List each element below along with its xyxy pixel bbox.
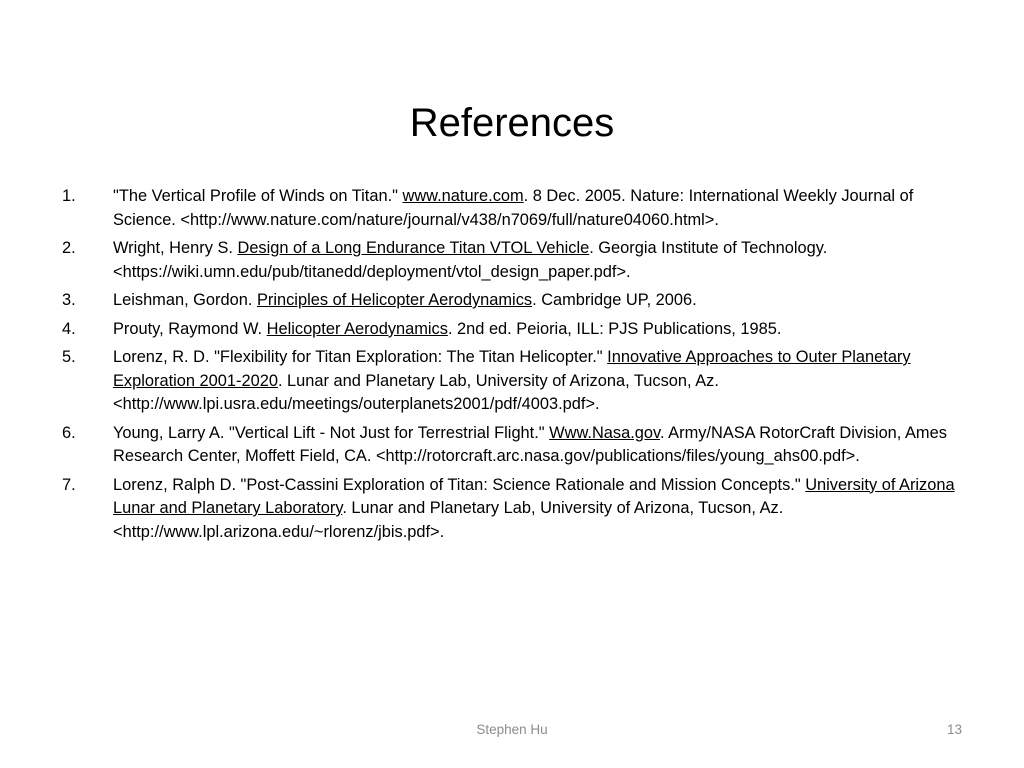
reference-link[interactable]: Design of a Long Endurance Titan VTOL Vehicle — [237, 239, 590, 257]
reference-item — [62, 318, 962, 342]
reference-citation: Wright, Henry S. — [113, 239, 238, 257]
reference-link[interactable]: University of Arizona Lunar and Planetary Laboratory — [113, 475, 955, 517]
reference-text — [113, 237, 962, 284]
reference-details: . Cambridge UP, 2006. — [532, 291, 697, 309]
reference-details: . Lunar and Planetary Lab, University of Arizona, Tucson, Az. <http://www.lpl.arizona.edu/~rlorenz/jbis.pdf>. — [113, 499, 784, 541]
reference-item — [62, 289, 962, 313]
reference-details: . Lunar and Planetary Lab, University of Arizona, Tucson, Az. <http://www.lpi.usra.edu/meetings/outerplanets2001/pdf/4003.pdf>. — [113, 371, 719, 413]
reference-details: . 8 Dec. 2005. Nature: International Weekly Journal of Science. <http://www.nature.com/nature/journal/v438/n7069/full/nature04060.html>. — [113, 187, 914, 229]
reference-item — [62, 346, 962, 417]
reference-link[interactable]: Www.Nasa.gov — [549, 423, 660, 442]
reference-link[interactable]: Principles of Helicopter Aerodynamics — [256, 291, 533, 309]
reference-text — [113, 422, 962, 469]
reference-item — [62, 185, 962, 232]
reference-number: 4. — [62, 319, 76, 338]
reference-item — [62, 422, 962, 469]
reference-number: 6. — [62, 423, 76, 442]
reference-text — [113, 289, 962, 313]
reference-citation: Leishman, Gordon. — [113, 291, 257, 309]
references-list — [62, 185, 962, 549]
reference-link[interactable]: www.nature.com — [402, 187, 524, 205]
reference-number: 7. — [62, 475, 76, 494]
slide-title: References — [409, 100, 615, 145]
reference-citation: Lorenz, Ralph D. "Post-Cassini Exploration of Titan: Science Rationale and Mission Concepts." — [113, 475, 806, 494]
reference-link[interactable]: Helicopter Aerodynamics — [266, 319, 448, 338]
slide-number: 13 — [946, 722, 962, 737]
reference-text — [113, 346, 962, 417]
reference-citation: Prouty, Raymond W. — [113, 319, 267, 338]
reference-number: 1. — [62, 187, 76, 205]
reference-item — [62, 237, 962, 284]
footer-author: Stephen Hu — [476, 722, 548, 737]
reference-number: 5. — [62, 348, 76, 366]
reference-citation: "The Vertical Profile of Winds on Titan." — [113, 187, 403, 205]
reference-citation: Lorenz, R. D. "Flexibility for Titan Exploration: The Titan Helicopter." — [113, 348, 608, 366]
reference-link[interactable]: Innovative Approaches to Outer Planetary Exploration 2001-2020 — [113, 348, 911, 390]
reference-details: . 2nd ed. Peioria, ILL: PJS Publications, 1985. — [447, 319, 782, 338]
reference-text — [113, 318, 962, 342]
reference-citation: Young, Larry A. "Vertical Lift - Not Just for Terrestrial Flight." — [113, 423, 550, 442]
reference-text — [113, 474, 962, 545]
reference-text — [113, 185, 962, 232]
reference-number: 2. — [62, 239, 76, 257]
reference-number: 3. — [62, 291, 76, 309]
reference-details: . Georgia Institute of Technology. <https://wiki.umn.edu/pub/titanedd/deployment/vtol_design_paper.pdf>. — [113, 239, 828, 281]
reference-details: . Army/NASA RotorCraft Division, Ames Research Center, Moffett Field, CA. <http://rotorcraft.arc.nasa.gov/publications/files/young_ahs00.pdf>. — [113, 423, 947, 465]
reference-item — [62, 474, 962, 545]
